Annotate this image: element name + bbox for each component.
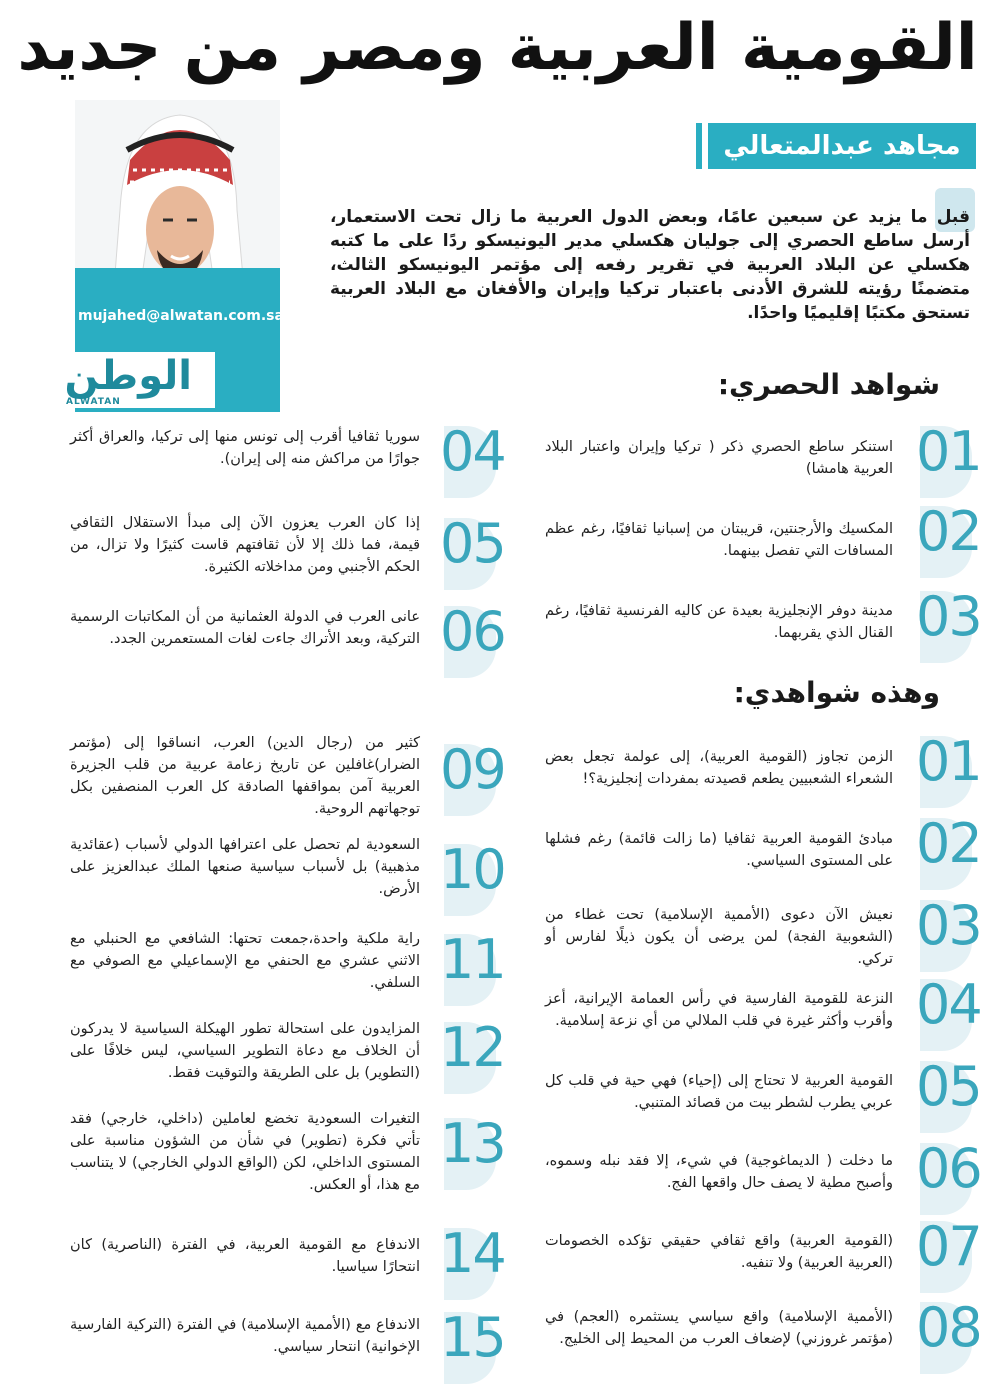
s2-item-08-number: 08 bbox=[916, 1296, 974, 1374]
intro-paragraph: قبل ما يزيد عن سبعين عامًا، وبعض الدول العربية ما زال تحت الاستعمار، أرسل ساطع الحصري إلى جوليان هكسلي مدير اليونيسكو ردًا على ما كتبه هكسلي عن البلاد العربية في تقرير رفعه إلى مؤتمر اليونيسكو الثالث، متضمنًا رؤيته للشرق الأدنى باعتبار تركيا وإيران والأفغان مع البلاد العربية تستحق مكتبًا إقليميًا واحدًا. bbox=[330, 207, 970, 323]
s1-item-02-number: 02 bbox=[916, 500, 974, 578]
s2-item-13-text: التغيرات السعودية تخضع لعاملين (داخلي، خارجي) فقد تأتي فكرة (تطوير) في شأن من الشؤون مناسبة على المستوى الداخلي، لكن (الواقع الدولي الخارجي) لا يتناسب مع هذا، أو العكس. bbox=[70, 1111, 420, 1193]
headline: القومية العربية ومصر من جديد bbox=[17, 11, 978, 85]
s2-item-01-text: الزمن تجاوز (القومية العربية)، إلى عولمة تجعل بعض الشعراء الشعبيين يطعم قصيدته بمفردات إنجليزية؟! bbox=[545, 749, 893, 787]
s2-item-12-text: المزايدون على استحالة تطور الهيكلة السياسية لا يدركون أن الخلاف مع دعاة التطوير السياسي، ليس خلافًا على (التطوير) بل على الطريقة والتوقيت فقط. bbox=[70, 1021, 420, 1081]
s2-item-06-number: 06 bbox=[916, 1137, 974, 1215]
s2-item-03-text: نعيش الآن دعوى (الأممية الإسلامية) تحت غطاء من (الشعوبية الفجة) لمن يرضى أن يكون ذيلًا لفارس أو تركي. bbox=[545, 907, 893, 967]
s2-item-01-number: 01 bbox=[916, 730, 974, 808]
s1-item-01-number: 01 bbox=[916, 420, 974, 498]
alwatan-logo: الوطن bbox=[64, 353, 192, 399]
s1-item-06-text: عانى العرب في الدولة العثمانية من أن المكاتبات الرسمية التركية، وبعد الأتراك جاءت لغات المستعمرين الجدد. bbox=[70, 609, 420, 647]
s2-item-07-number: 07 bbox=[916, 1215, 974, 1293]
s2-item-05-text: القومية العربية لا تحتاج إلى (إحياء) فهي حية في قلب كل عربي يطرب لشطر بيت من قصائد المتنبي. bbox=[545, 1073, 893, 1111]
s1-item-05-number: 05 bbox=[440, 512, 498, 590]
s2-item-10-number: 10 bbox=[440, 838, 498, 916]
s2-item-15-number: 15 bbox=[440, 1306, 498, 1384]
s1-item-06-number: 06 bbox=[440, 600, 498, 678]
section2-title: وهذه شواهدي: bbox=[733, 676, 940, 709]
s1-item-03-text: مدينة دوفر الإنجليزية بعيدة عن كاليه الفرنسية ثقافيًا، رغم القنال الذي يقربهما. bbox=[545, 603, 893, 641]
s1-item-05-text: إذا كان العرب يعزون الآن إلى مبدأ الاستقلال الثقافي قيمة، فما ذلك إلا لأن ثقافتهم قاست كثيرًا ولا تزال، من الحكم الأجنبي ومن مداخلاته الكثيرة. bbox=[70, 515, 420, 575]
s2-item-07-text: (القومية العربية) واقع ثقافي حقيقي تؤكده الخصومات (العربية العربية) ولا تنفيه. bbox=[545, 1233, 893, 1271]
s1-item-01-text: استنكر ساطع الحصري ذكر ( تركيا وإيران واعتبار البلاد العربية هامشا) bbox=[545, 439, 893, 477]
s2-item-05-number: 05 bbox=[916, 1055, 974, 1133]
s2-item-11-text: راية ملكية واحدة،جمعت تحتها: الشافعي مع الحنبلي مع الاثني عشري مع الحنفي مع الإسماعيلي مع الصوفي مع السلفي. bbox=[70, 931, 420, 991]
s1-item-04-text: سوريا ثقافيا أقرب إلى تونس منها إلى تركيا، والعراق أكثر جوارًا من مراكش منه إلى إيران). bbox=[70, 429, 420, 467]
s1-item-04-number: 04 bbox=[440, 420, 498, 498]
alwatan-logo-en: ALWATAN bbox=[66, 397, 121, 407]
s2-item-15-text: الاندفاع مع (الأممية الإسلامية) في الفترة (التركية الفارسية الإخوانية) انتحار سياسي. bbox=[70, 1317, 420, 1355]
s2-item-14-number: 14 bbox=[440, 1222, 498, 1300]
s2-item-08-text: (الأممية الإسلامية) واقع سياسي يستثمره (العجم) في (مؤتمر غروزني) لإضعاف العرب من المحيط إلى الخليج. bbox=[545, 1309, 893, 1347]
s2-item-06-text: ما دخلت ( الديماغوجية) في شيء، إلا فقد نبله وسموه، وأصبح مطية لا يصف حال واقعها الفج. bbox=[545, 1153, 893, 1191]
author-email[interactable]: mujahed@alwatan.com.sa bbox=[78, 308, 284, 324]
s2-item-04-text: النزعة للقومية الفارسية في رأس العمامة الإيرانية، أعز وأقرب وأكثر غيرة في قلب الملالي من أي نزعة إسلامية. bbox=[545, 991, 893, 1029]
author-name: مجاهد عبدالمتعالي bbox=[708, 123, 976, 169]
s2-item-02-text: مبادئ القومية العربية ثقافيا (ما زالت قائمة) رغم فشلها على المستوى السياسي. bbox=[545, 831, 893, 869]
s2-item-13-number: 13 bbox=[440, 1112, 498, 1190]
s1-item-03-number: 03 bbox=[916, 585, 974, 663]
s2-item-11-number: 11 bbox=[440, 928, 498, 1006]
s2-item-09-text: كثير من (رجال الدين) العرب، انساقوا إلى (مؤتمر الضرار)غافلين عن تاريخ زعامة عربية من قلب الجزيرة العربية آمن بمواقفها الصادقة كل العرب المنصفين بكل توجهاتهم الروحية. bbox=[70, 735, 420, 817]
section1-title: شواهد الحصري: bbox=[717, 368, 940, 401]
s2-item-04-number: 04 bbox=[916, 973, 974, 1051]
s2-item-12-number: 12 bbox=[440, 1016, 498, 1094]
s2-item-03-number: 03 bbox=[916, 894, 974, 972]
s1-item-02-text: المكسيك والأرجنتين، قريبتان من إسبانيا ثقافيًا، رغم عظم المسافات التي تفصل بينهما. bbox=[545, 521, 893, 559]
s2-item-02-number: 02 bbox=[916, 812, 974, 890]
s2-item-10-text: السعودية لم تحصل على اعترافها الدولي لأسباب (عقائدية مذهبية) بل لأسباب سياسية صنعها الملك عبدالعزيز على الأرض. bbox=[70, 837, 420, 897]
s2-item-09-number: 09 bbox=[440, 738, 498, 816]
s2-item-14-text: الاندفاع مع القومية العربية، في الفترة (الناصرية) كان انتحارًا سياسيا. bbox=[70, 1237, 420, 1275]
